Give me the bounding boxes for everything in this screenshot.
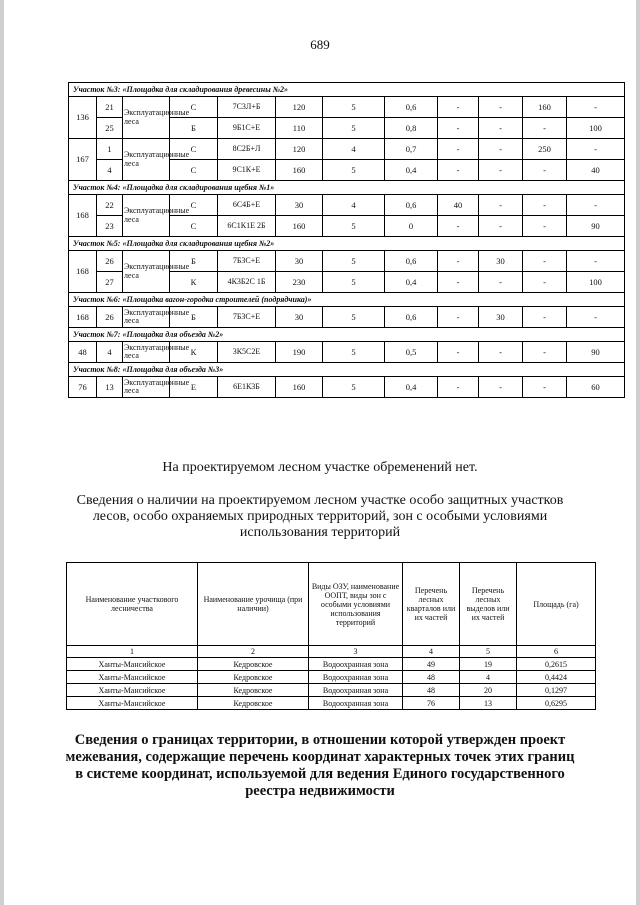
kvartal-cell: 167 [69, 139, 97, 181]
value-cell: - [479, 139, 523, 160]
species-group-cell: Б [170, 307, 218, 328]
value-cell: 30 [479, 251, 523, 272]
section-cell: 19 [460, 658, 517, 671]
species-group-cell: Б [170, 251, 218, 272]
density-cell: 0,6 [385, 307, 438, 328]
vydel-cell: 13 [97, 377, 123, 398]
age-cell: 30 [276, 195, 323, 216]
kvartal-cell: 136 [69, 97, 97, 139]
value-cell: - [438, 160, 479, 181]
section-title-row [69, 237, 625, 251]
zone-cell: Водоохранная зона [309, 697, 403, 710]
vydel-cell: 27 [97, 272, 123, 293]
value-cell: - [523, 160, 567, 181]
density-cell: 0,6 [385, 195, 438, 216]
section-cell: 13 [460, 697, 517, 710]
bonitet-cell: 5 [323, 97, 385, 118]
forest-purpose-cell: Эксплуатационные леса [123, 251, 170, 293]
species-group-cell: К [170, 342, 218, 363]
table-row [69, 377, 625, 398]
species-group-cell: С [170, 216, 218, 237]
section-title: Участок №8: «Площадка для объезда №3» [69, 363, 625, 377]
vydel-cell: 1 [97, 139, 123, 160]
value-cell: - [479, 342, 523, 363]
protected-areas-heading: Сведения о наличии на проектируемом лесном участке особо защитных участков лесов, особо охраняемых природных территорий, зон с особыми условиями использования территорий [76, 493, 564, 540]
forestry-cell: Ханты-Мансийское [67, 658, 198, 671]
table-row [67, 697, 596, 710]
value-cell: - [438, 97, 479, 118]
kvartal-cell: 168 [69, 195, 97, 237]
section-cell: 4 [460, 671, 517, 684]
tract-cell: Кедровское [198, 697, 309, 710]
density-cell: 0,6 [385, 97, 438, 118]
vydel-cell: 26 [97, 251, 123, 272]
tract-cell: Кедровское [198, 671, 309, 684]
value-cell: 100 [567, 118, 625, 139]
section-title-row [69, 83, 625, 97]
forestry-cell: Ханты-Мансийское [67, 684, 198, 697]
value-cell: - [438, 216, 479, 237]
value-cell: - [479, 160, 523, 181]
stand-formula-cell: 7С3Л+Б [218, 97, 276, 118]
stand-formula-cell: 6С1К1Е 2Б [218, 216, 276, 237]
age-cell: 30 [276, 251, 323, 272]
forest-purpose-cell: Эксплуатационные леса [123, 342, 170, 363]
kvartal-cell: 168 [69, 251, 97, 293]
value-cell: - [438, 139, 479, 160]
protected-areas-table [66, 562, 596, 710]
right-page-edge [636, 0, 640, 905]
value-cell: - [567, 139, 625, 160]
forest-stock-table [68, 82, 625, 398]
column-number: 6 [517, 646, 596, 658]
bonitet-cell: 5 [323, 377, 385, 398]
value-cell: - [523, 216, 567, 237]
value-cell: 60 [567, 377, 625, 398]
bonitet-cell: 5 [323, 272, 385, 293]
species-group-cell: С [170, 97, 218, 118]
value-cell: 90 [567, 216, 625, 237]
kvartal-cell: 76 [69, 377, 97, 398]
age-cell: 120 [276, 97, 323, 118]
column-number: 2 [198, 646, 309, 658]
vydel-cell: 22 [97, 195, 123, 216]
column-number: 3 [309, 646, 403, 658]
value-cell: - [479, 272, 523, 293]
density-cell: 0,4 [385, 272, 438, 293]
value-cell: - [567, 97, 625, 118]
section-title-row [69, 328, 625, 342]
value-cell: 40 [438, 195, 479, 216]
section-title: Участок №4: «Площадка для складирования щебня №1» [69, 181, 625, 195]
table-row [69, 139, 625, 160]
zone-cell: Водоохранная зона [309, 671, 403, 684]
table-row [67, 658, 596, 671]
area-cell: 0,6295 [517, 697, 596, 710]
bonitet-cell: 5 [323, 160, 385, 181]
value-cell: - [438, 377, 479, 398]
tract-cell: Кедровское [198, 658, 309, 671]
stand-formula-cell: 7Б3С+Е [218, 251, 276, 272]
value-cell: 100 [567, 272, 625, 293]
section-title-row [69, 363, 625, 377]
stand-formula-cell: 4К3Б2С 1Б [218, 272, 276, 293]
density-cell: 0,6 [385, 251, 438, 272]
zone-cell: Водоохранная зона [309, 658, 403, 671]
bonitet-cell: 4 [323, 139, 385, 160]
value-cell: - [523, 342, 567, 363]
value-cell: - [438, 118, 479, 139]
value-cell: 30 [479, 307, 523, 328]
protected-table-header-row [67, 563, 596, 646]
density-cell: 0,4 [385, 160, 438, 181]
bonitet-cell: 5 [323, 118, 385, 139]
stand-formula-cell: 6С4Б+Е [218, 195, 276, 216]
stand-formula-cell: 9С1К+Е [218, 160, 276, 181]
age-cell: 120 [276, 139, 323, 160]
section-title-row [69, 181, 625, 195]
value-cell: - [479, 97, 523, 118]
density-cell: 0,5 [385, 342, 438, 363]
value-cell: - [567, 307, 625, 328]
forest-purpose-cell: Эксплуатационные леса [123, 97, 170, 139]
bonitet-cell: 5 [323, 216, 385, 237]
value-cell: - [438, 251, 479, 272]
density-cell: 0,8 [385, 118, 438, 139]
bonitet-cell: 5 [323, 251, 385, 272]
density-cell: 0 [385, 216, 438, 237]
header-tract: Наименование урочища (при наличии) [198, 563, 309, 646]
section-title: Участок №6: «Площадка вагон-городка строителей (подрядчика)» [69, 293, 625, 307]
value-cell: - [438, 307, 479, 328]
table-row [67, 671, 596, 684]
table-row [69, 307, 625, 328]
value-cell: - [523, 195, 567, 216]
species-group-cell: С [170, 195, 218, 216]
value-cell: - [523, 307, 567, 328]
value-cell: 90 [567, 342, 625, 363]
tract-cell: Кедровское [198, 684, 309, 697]
age-cell: 160 [276, 377, 323, 398]
section-title-row [69, 293, 625, 307]
age-cell: 160 [276, 216, 323, 237]
density-cell: 0,4 [385, 377, 438, 398]
stand-formula-cell: 3К5С2Е [218, 342, 276, 363]
borders-coordinates-heading: Сведения о границах территории, в отношении которой утвержден проект межевания, содержащие перечень координат характерных точек этих границ в системе координат, используемой для ведения Единого государственного реестра недвижимости [65, 732, 575, 799]
table-row [69, 342, 625, 363]
value-cell: - [479, 216, 523, 237]
quarter-cell: 48 [403, 684, 460, 697]
vydel-cell: 23 [97, 216, 123, 237]
column-number: 5 [460, 646, 517, 658]
left-page-edge [0, 0, 4, 905]
stand-formula-cell: 8С2Б+Л [218, 139, 276, 160]
quarter-cell: 76 [403, 697, 460, 710]
vydel-cell: 4 [97, 342, 123, 363]
value-cell: 160 [523, 97, 567, 118]
table-row [69, 251, 625, 272]
stand-formula-cell: 6Е1К3Б [218, 377, 276, 398]
value-cell: - [523, 118, 567, 139]
forestry-cell: Ханты-Мансийское [67, 697, 198, 710]
value-cell: - [523, 272, 567, 293]
bonitet-cell: 5 [323, 307, 385, 328]
header-forestry: Наименование участкового лесничества [67, 563, 198, 646]
vydel-cell: 26 [97, 307, 123, 328]
section-cell: 20 [460, 684, 517, 697]
header-quarters: Перечень лесных кварталов или их частей [403, 563, 460, 646]
zone-cell: Водоохранная зона [309, 684, 403, 697]
value-cell: - [479, 118, 523, 139]
stand-formula-cell: 7Б3С+Е [218, 307, 276, 328]
value-cell: - [523, 251, 567, 272]
forest-purpose-cell: Эксплуатационные леса [123, 377, 170, 398]
value-cell: - [479, 195, 523, 216]
value-cell: - [523, 377, 567, 398]
area-cell: 0,2615 [517, 658, 596, 671]
table-row [69, 97, 625, 118]
species-group-cell: К [170, 272, 218, 293]
value-cell: 40 [567, 160, 625, 181]
vydel-cell: 21 [97, 97, 123, 118]
forestry-cell: Ханты-Мансийское [67, 671, 198, 684]
species-group-cell: С [170, 160, 218, 181]
value-cell: - [438, 272, 479, 293]
quarter-cell: 49 [403, 658, 460, 671]
forest-purpose-cell: Эксплуатационные леса [123, 195, 170, 237]
species-group-cell: Б [170, 118, 218, 139]
age-cell: 230 [276, 272, 323, 293]
header-sections: Перечень лесных выделов или их частей [460, 563, 517, 646]
section-title: Участок №3: «Площадка для складирования древесины №2» [69, 83, 625, 97]
kvartal-cell: 48 [69, 342, 97, 363]
stand-formula-cell: 9Б1С+Е [218, 118, 276, 139]
column-number-row [67, 646, 596, 658]
area-cell: 0,4424 [517, 671, 596, 684]
bonitet-cell: 5 [323, 342, 385, 363]
value-cell: - [479, 377, 523, 398]
section-title: Участок №5: «Площадка для складирования щебня №2» [69, 237, 625, 251]
density-cell: 0,7 [385, 139, 438, 160]
species-group-cell: Е [170, 377, 218, 398]
column-number: 1 [67, 646, 198, 658]
age-cell: 160 [276, 160, 323, 181]
quarter-cell: 48 [403, 671, 460, 684]
area-cell: 0,1297 [517, 684, 596, 697]
age-cell: 190 [276, 342, 323, 363]
age-cell: 110 [276, 118, 323, 139]
value-cell: - [567, 251, 625, 272]
value-cell: - [567, 195, 625, 216]
value-cell: 250 [523, 139, 567, 160]
value-cell: - [438, 342, 479, 363]
kvartal-cell: 168 [69, 307, 97, 328]
column-number: 4 [403, 646, 460, 658]
forest-purpose-cell: Эксплуатационные леса [123, 139, 170, 181]
bonitet-cell: 4 [323, 195, 385, 216]
section-title: Участок №7: «Площадка для объезда №2» [69, 328, 625, 342]
table-row [69, 195, 625, 216]
header-zone-types: Виды ОЗУ, наименование ООПТ, виды зон с особыми условиями использования территорий [309, 563, 403, 646]
forest-purpose-cell: Эксплуатационные леса [123, 307, 170, 328]
no-encumbrance-text: На проектируемом лесном участке обременений нет. [162, 460, 478, 475]
age-cell: 30 [276, 307, 323, 328]
species-group-cell: С [170, 139, 218, 160]
page-number: 689 [310, 37, 330, 52]
vydel-cell: 4 [97, 160, 123, 181]
vydel-cell: 25 [97, 118, 123, 139]
table-row [67, 684, 596, 697]
header-area: Площадь (га) [517, 563, 596, 646]
